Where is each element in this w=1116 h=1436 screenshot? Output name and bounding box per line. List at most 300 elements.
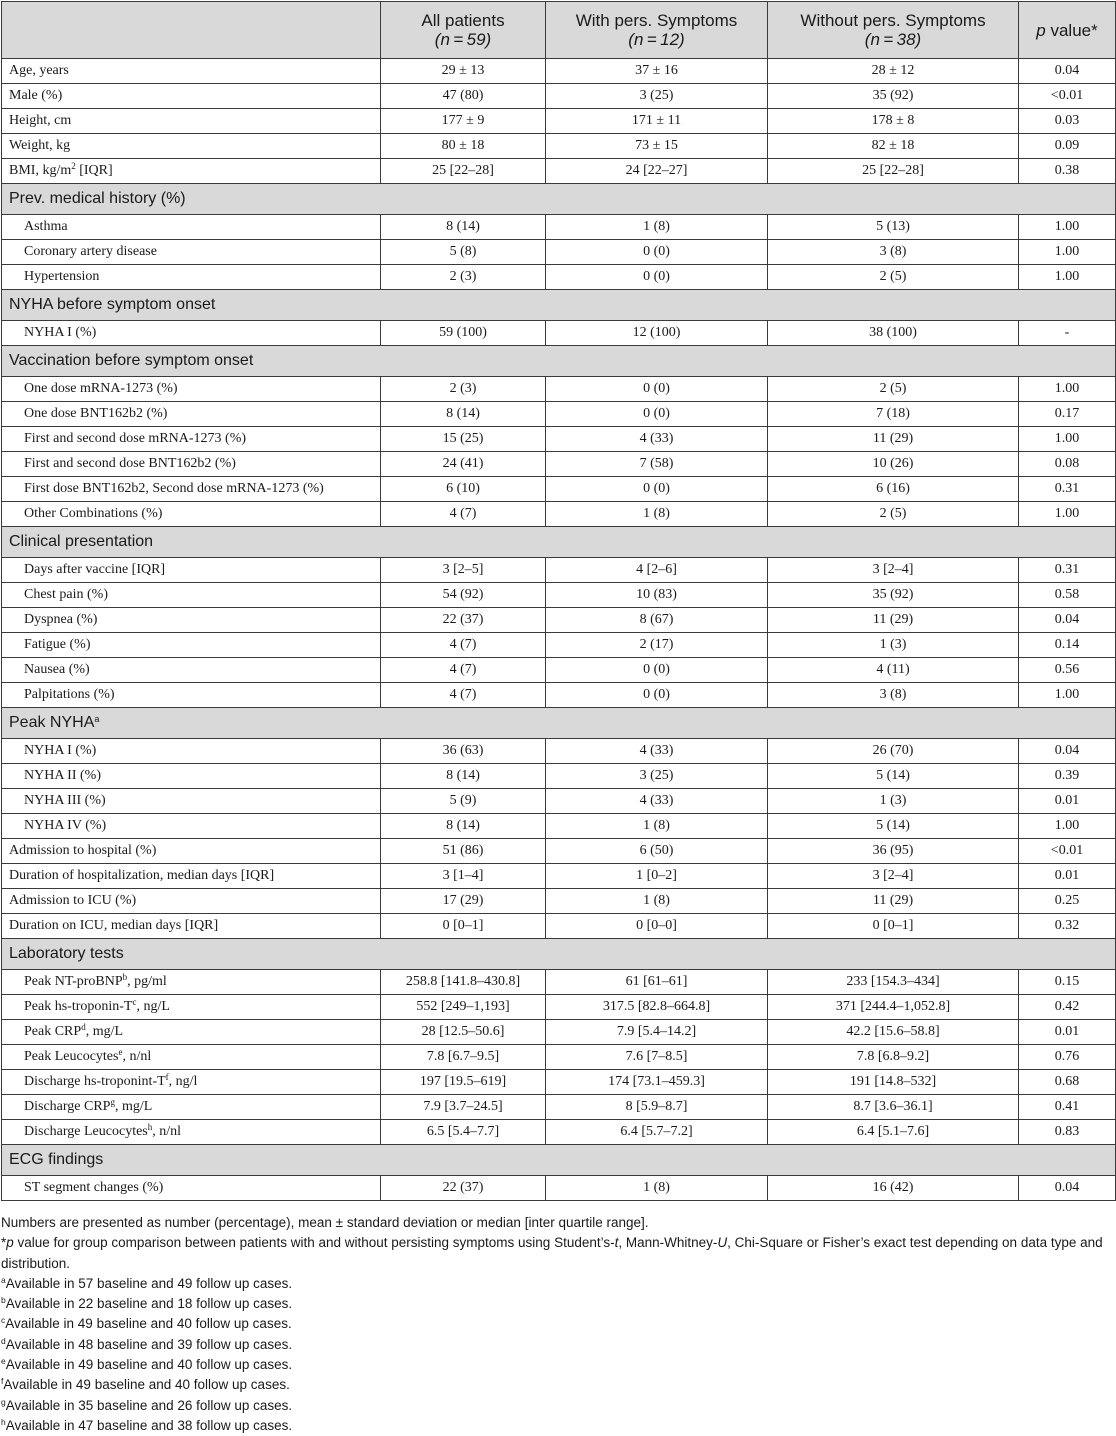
table-footnotes	[1, 1213, 1115, 1436]
row-label-text: Days after vaccine [IQR]	[24, 562, 166, 577]
row-label-unit: , n/nl	[122, 1049, 152, 1064]
cell-all-patients: 177 ± 9	[381, 109, 546, 134]
note-p-italic: p	[6, 1235, 14, 1251]
row-label-text: Weight, kg	[9, 138, 71, 153]
row-label	[2, 658, 381, 683]
cell-with-symptoms: 6.4 [5.7–7.2]	[546, 1120, 768, 1145]
row-label-unit: , ng/l	[168, 1074, 198, 1089]
note-t-italic: t	[614, 1235, 619, 1251]
cell-all-patients: 24 (41)	[381, 452, 546, 477]
footnote-text: Available in 57 baseline and 49 follow up cases.	[5, 1275, 293, 1291]
footnote-text: Available in 22 baseline and 18 follow up cases.	[5, 1296, 293, 1312]
footnote-list	[1, 1274, 1115, 1436]
cell-all-patients: 7.8 [6.7–9.5]	[381, 1045, 546, 1070]
table-row	[2, 814, 1116, 839]
cell-all-patients: 54 (92)	[381, 583, 546, 608]
footnote-item	[1, 1335, 1115, 1355]
row-label-text: NYHA IV (%)	[24, 818, 107, 833]
row-label-unit: , pg/ml	[127, 974, 167, 989]
table-row	[2, 427, 1116, 452]
cell-p-value: 0.17	[1019, 402, 1116, 427]
cell-without-symptoms: 35 (92)	[768, 583, 1019, 608]
row-label	[2, 683, 381, 708]
cell-all-patients: 3 [2–5]	[381, 558, 546, 583]
cell-with-symptoms: 61 [61–61]	[546, 970, 768, 995]
row-label-text: First dose BNT162b2, Second dose mRNA-1273 (%)	[24, 481, 324, 496]
cell-all-patients: 36 (63)	[381, 739, 546, 764]
cell-without-symptoms: 371 [244.4–1,052.8]	[768, 995, 1019, 1020]
cell-p-value: 0.58	[1019, 583, 1116, 608]
row-label	[2, 633, 381, 658]
table-row	[2, 1070, 1116, 1095]
row-label	[2, 739, 381, 764]
cell-with-symptoms: 1 (8)	[546, 1176, 768, 1201]
cell-without-symptoms: 26 (70)	[768, 739, 1019, 764]
cell-p-value: 1.00	[1019, 683, 1116, 708]
footnote-text: Available in 35 baseline and 26 follow up cases.	[5, 1397, 293, 1413]
table-header-row	[2, 2, 1116, 59]
table-row	[2, 109, 1116, 134]
row-label-text: Age, years	[9, 63, 69, 78]
footnote-mark: d	[1, 1335, 6, 1346]
cell-all-patients: 15 (25)	[381, 427, 546, 452]
cell-p-value: 0.41	[1019, 1095, 1116, 1120]
cell-all-patients: 22 (37)	[381, 1176, 546, 1201]
footnote-text: Available in 49 baseline and 40 follow up cases.	[5, 1316, 292, 1332]
cell-p-value: 0.15	[1019, 970, 1116, 995]
table-row	[2, 683, 1116, 708]
row-label-text: Peak CRP	[24, 1024, 82, 1039]
cell-with-symptoms: 1 [0–2]	[546, 864, 768, 889]
cell-all-patients: 8 (14)	[381, 814, 546, 839]
cell-all-patients: 4 (7)	[381, 633, 546, 658]
cell-without-symptoms: 5 (14)	[768, 814, 1019, 839]
cell-without-symptoms: 6.4 [5.1–7.6]	[768, 1120, 1019, 1145]
row-label-text: Discharge CRP	[24, 1099, 111, 1114]
row-label-text: Discharge hs-troponint-T	[24, 1074, 166, 1089]
cell-all-patients: 197 [19.5–619]	[381, 1070, 546, 1095]
cell-p-value: 0.14	[1019, 633, 1116, 658]
section-header-row	[2, 708, 1116, 739]
cell-p-value: 0.31	[1019, 477, 1116, 502]
cell-all-patients: 8 (14)	[381, 764, 546, 789]
cell-all-patients: 4 (7)	[381, 658, 546, 683]
cell-p-value: 1.00	[1019, 215, 1116, 240]
cell-with-symptoms: 0 (0)	[546, 240, 768, 265]
note-p-value	[1, 1233, 1115, 1274]
row-label	[2, 452, 381, 477]
row-label	[2, 558, 381, 583]
cell-with-symptoms: 4 (33)	[546, 789, 768, 814]
cell-without-symptoms: 5 (14)	[768, 764, 1019, 789]
row-label-unit: , mg/L	[85, 1024, 124, 1039]
cell-without-symptoms: 16 (42)	[768, 1176, 1019, 1201]
row-label-text: Duration of hospitalization, median days [IQR]	[9, 868, 275, 883]
row-label	[2, 215, 381, 240]
footnote-mark: h	[1, 1416, 6, 1427]
cell-p-value: 1.00	[1019, 240, 1116, 265]
cell-all-patients: 2 (3)	[381, 377, 546, 402]
row-label	[2, 864, 381, 889]
note-p-text3: , Chi-Square or Fisher’s exact test depending on data type and distribution.	[1, 1235, 1103, 1271]
cell-without-symptoms: 4 (11)	[768, 658, 1019, 683]
table-row	[2, 452, 1116, 477]
table-row	[2, 502, 1116, 527]
row-label	[2, 321, 381, 346]
cell-all-patients: 6 (10)	[381, 477, 546, 502]
note-u-italic: U	[717, 1235, 728, 1251]
row-label-text: One dose BNT162b2 (%)	[24, 406, 168, 421]
cell-p-value: 0.04	[1019, 59, 1116, 84]
footnote-mark: c	[1, 1315, 6, 1326]
cell-p-value: 0.42	[1019, 995, 1116, 1020]
section-title-text: Peak NYHA	[9, 714, 95, 731]
row-label	[2, 477, 381, 502]
row-label-text: Peak NT-proBNP	[24, 974, 123, 989]
cell-without-symptoms: 10 (26)	[768, 452, 1019, 477]
cell-with-symptoms: 4 (33)	[546, 739, 768, 764]
footnote-text: Available in 48 baseline and 39 follow up cases.	[5, 1336, 293, 1352]
cell-all-patients: 8 (14)	[381, 402, 546, 427]
row-label-text: First and second dose BNT162b2 (%)	[24, 456, 236, 471]
row-label-text: Peak Leucocytes	[24, 1049, 119, 1064]
cell-all-patients: 4 (7)	[381, 683, 546, 708]
note-numbers: Numbers are presented as number (percentage), mean ± standard deviation or median [inter quartile range].	[1, 1215, 649, 1230]
cell-without-symptoms: 8.7 [3.6–36.1]	[768, 1095, 1019, 1120]
cell-with-symptoms: 0 (0)	[546, 377, 768, 402]
cell-p-value: 0.04	[1019, 739, 1116, 764]
footnote-mark: e	[1, 1356, 6, 1367]
row-label	[2, 159, 381, 184]
row-label-text: Duration on ICU, median days [IQR]	[9, 918, 219, 933]
row-label	[2, 1045, 381, 1070]
cell-with-symptoms: 3 (25)	[546, 764, 768, 789]
footnote-item	[1, 1355, 1115, 1375]
header-p-italic: p	[1036, 20, 1046, 40]
row-label	[2, 583, 381, 608]
row-label-text: Fatigue (%)	[24, 637, 91, 652]
section-header-row	[2, 290, 1116, 321]
row-label	[2, 402, 381, 427]
table-row	[2, 134, 1116, 159]
row-label	[2, 814, 381, 839]
row-label-text: BMI, kg/m	[9, 163, 72, 178]
cell-p-value: <0.01	[1019, 84, 1116, 109]
header-with-symptoms-n: (n = 12)	[628, 30, 685, 49]
cell-without-symptoms: 11 (29)	[768, 608, 1019, 633]
cell-p-value: 0.31	[1019, 558, 1116, 583]
footnote-marker: g	[110, 1097, 115, 1107]
cell-p-value: 0.01	[1019, 864, 1116, 889]
row-label	[2, 839, 381, 864]
row-label-text: Dyspnea (%)	[24, 612, 98, 627]
header-p-rest: value*	[1045, 20, 1098, 40]
cell-without-symptoms: 35 (92)	[768, 84, 1019, 109]
cell-without-symptoms: 7.8 [6.8–9.2]	[768, 1045, 1019, 1070]
row-label-text: Other Combinations (%)	[24, 506, 163, 521]
cell-all-patients: 47 (80)	[381, 84, 546, 109]
cell-with-symptoms: 0 (0)	[546, 683, 768, 708]
table-row	[2, 1095, 1116, 1120]
cell-with-symptoms: 1 (8)	[546, 889, 768, 914]
row-label-text: Admission to ICU (%)	[9, 893, 137, 908]
table-row	[2, 739, 1116, 764]
cell-p-value: 0.83	[1019, 1120, 1116, 1145]
footnote-mark: a	[1, 1274, 6, 1285]
cell-all-patients: 8 (14)	[381, 215, 546, 240]
table-row	[2, 59, 1116, 84]
table-row	[2, 608, 1116, 633]
cell-with-symptoms: 317.5 [82.8–664.8]	[546, 995, 768, 1020]
cell-with-symptoms: 0 (0)	[546, 658, 768, 683]
cell-p-value: 0.01	[1019, 789, 1116, 814]
row-label	[2, 1120, 381, 1145]
cell-with-symptoms: 1 (8)	[546, 814, 768, 839]
row-label-unit: , n/nl	[152, 1124, 182, 1139]
footnote-text: Available in 49 baseline and 40 follow up cases.	[3, 1377, 290, 1393]
section-header-row	[2, 1145, 1116, 1176]
row-label	[2, 914, 381, 939]
cell-all-patients: 29 ± 13	[381, 59, 546, 84]
cell-without-symptoms: 3 (8)	[768, 240, 1019, 265]
cell-p-value: 0.39	[1019, 764, 1116, 789]
row-label-text: Hypertension	[24, 269, 100, 284]
footnote-item	[1, 1294, 1115, 1314]
table-row	[2, 1020, 1116, 1045]
footnote-item	[1, 1416, 1115, 1436]
cell-all-patients: 5 (9)	[381, 789, 546, 814]
table-row	[2, 159, 1116, 184]
row-label-unit: [IQR]	[75, 163, 113, 178]
footnote-marker: a	[94, 714, 100, 724]
cell-without-symptoms: 7 (18)	[768, 402, 1019, 427]
row-label	[2, 1020, 381, 1045]
footnote-item	[1, 1396, 1115, 1416]
cell-all-patients: 552 [249–1,193]	[381, 995, 546, 1020]
cell-without-symptoms: 25 [22–28]	[768, 159, 1019, 184]
row-label	[2, 764, 381, 789]
row-label	[2, 789, 381, 814]
cell-p-value: 0.09	[1019, 134, 1116, 159]
header-without-symptoms	[768, 2, 1019, 59]
section-header-row	[2, 939, 1116, 970]
table-row	[2, 633, 1116, 658]
cell-with-symptoms: 8 [5.9–8.7]	[546, 1095, 768, 1120]
cell-without-symptoms: 3 (8)	[768, 683, 1019, 708]
row-label	[2, 1095, 381, 1120]
cell-without-symptoms: 191 [14.8–532]	[768, 1070, 1019, 1095]
cell-p-value: <0.01	[1019, 839, 1116, 864]
cell-without-symptoms: 3 [2–4]	[768, 558, 1019, 583]
section-title	[2, 346, 1116, 377]
row-label	[2, 265, 381, 290]
cell-with-symptoms: 7.6 [7–8.5]	[546, 1045, 768, 1070]
row-label-text: Nausea (%)	[24, 662, 90, 677]
table-row	[2, 1176, 1116, 1201]
section-title-text: NYHA before symptom onset	[9, 296, 216, 313]
table-row	[2, 583, 1116, 608]
row-label	[2, 1176, 381, 1201]
row-label-text: NYHA III (%)	[24, 793, 106, 808]
section-title-text: Vaccination before symptom onset	[9, 352, 254, 369]
row-label	[2, 134, 381, 159]
table-row	[2, 265, 1116, 290]
cell-p-value: 0.25	[1019, 889, 1116, 914]
header-with-symptoms-title: With pers. Symptoms	[575, 11, 738, 30]
footnote-text: Available in 47 baseline and 38 follow up cases.	[5, 1417, 293, 1433]
footnote-text: Available in 49 baseline and 40 follow up cases.	[5, 1357, 293, 1373]
section-title	[2, 527, 1116, 558]
row-label-unit: , ng/L	[136, 999, 170, 1014]
cell-with-symptoms: 24 [22–27]	[546, 159, 768, 184]
cell-all-patients: 0 [0–1]	[381, 914, 546, 939]
table-row	[2, 377, 1116, 402]
cell-without-symptoms: 28 ± 12	[768, 59, 1019, 84]
row-label-text: One dose mRNA-1273 (%)	[24, 381, 178, 396]
table-row	[2, 215, 1116, 240]
table-row	[2, 402, 1116, 427]
table-row	[2, 889, 1116, 914]
cell-with-symptoms: 0 [0–0]	[546, 914, 768, 939]
table-row	[2, 1045, 1116, 1070]
table-row	[2, 1120, 1116, 1145]
row-label-unit: , mg/L	[114, 1099, 153, 1114]
row-label-text: Asthma	[24, 219, 68, 234]
cell-with-symptoms: 7.9 [5.4–14.2]	[546, 1020, 768, 1045]
row-label	[2, 970, 381, 995]
cell-with-symptoms: 8 (67)	[546, 608, 768, 633]
cell-with-symptoms: 2 (17)	[546, 633, 768, 658]
table-row	[2, 477, 1116, 502]
row-label-text: Male (%)	[9, 88, 63, 103]
cell-all-patients: 4 (7)	[381, 502, 546, 527]
cell-without-symptoms: 42.2 [15.6–58.8]	[768, 1020, 1019, 1045]
header-without-symptoms-title: Without pers. Symptoms	[800, 11, 986, 30]
footnote-mark: f	[1, 1376, 4, 1387]
row-label	[2, 84, 381, 109]
row-label	[2, 59, 381, 84]
row-label-text: Peak hs-troponin-T	[24, 999, 133, 1014]
cell-with-symptoms: 37 ± 16	[546, 59, 768, 84]
section-title-text: Laboratory tests	[9, 945, 124, 962]
row-label-text: ST segment changes (%)	[24, 1180, 164, 1195]
footnote-item	[1, 1314, 1115, 1334]
cell-with-symptoms: 4 [2–6]	[546, 558, 768, 583]
cell-without-symptoms: 3 [2–4]	[768, 864, 1019, 889]
cell-all-patients: 25 [22–28]	[381, 159, 546, 184]
cell-with-symptoms: 12 (100)	[546, 321, 768, 346]
cell-all-patients: 6.5 [5.4–7.7]	[381, 1120, 546, 1145]
table-row	[2, 914, 1116, 939]
cell-with-symptoms: 174 [73.1–459.3]	[546, 1070, 768, 1095]
section-title-text: ECG findings	[9, 1151, 104, 1168]
footnote-item	[1, 1375, 1115, 1395]
cell-all-patients: 59 (100)	[381, 321, 546, 346]
footnote-marker: 2	[71, 161, 76, 171]
cell-p-value: 0.32	[1019, 914, 1116, 939]
cell-without-symptoms: 178 ± 8	[768, 109, 1019, 134]
row-label	[2, 889, 381, 914]
patient-characteristics-table	[1, 1, 1116, 1201]
cell-all-patients: 17 (29)	[381, 889, 546, 914]
cell-with-symptoms: 4 (33)	[546, 427, 768, 452]
cell-all-patients: 22 (37)	[381, 608, 546, 633]
row-label-text: NYHA I (%)	[24, 743, 97, 758]
row-label-text: Coronary artery disease	[24, 244, 157, 259]
row-label-text: Discharge Leucocytes	[24, 1124, 148, 1139]
header-all-patients	[381, 2, 546, 59]
cell-p-value: 1.00	[1019, 377, 1116, 402]
cell-without-symptoms: 1 (3)	[768, 789, 1019, 814]
cell-p-value: 1.00	[1019, 502, 1116, 527]
footnote-mark: b	[1, 1295, 6, 1306]
cell-without-symptoms: 36 (95)	[768, 839, 1019, 864]
section-header-row	[2, 184, 1116, 215]
header-with-symptoms	[546, 2, 768, 59]
cell-with-symptoms: 1 (8)	[546, 502, 768, 527]
cell-without-symptoms: 2 (5)	[768, 265, 1019, 290]
table-row	[2, 558, 1116, 583]
row-label	[2, 377, 381, 402]
row-label-text: Height, cm	[9, 113, 72, 128]
cell-p-value: 0.01	[1019, 1020, 1116, 1045]
row-label-text: Chest pain (%)	[24, 587, 108, 602]
row-label	[2, 1070, 381, 1095]
section-title	[2, 939, 1116, 970]
section-title	[2, 184, 1116, 215]
row-label	[2, 240, 381, 265]
cell-with-symptoms: 0 (0)	[546, 477, 768, 502]
cell-all-patients: 28 [12.5–50.6]	[381, 1020, 546, 1045]
cell-all-patients: 5 (8)	[381, 240, 546, 265]
table-row	[2, 321, 1116, 346]
cell-without-symptoms: 11 (29)	[768, 427, 1019, 452]
section-title	[2, 708, 1116, 739]
row-label	[2, 502, 381, 527]
cell-all-patients: 258.8 [141.8–430.8]	[381, 970, 546, 995]
cell-p-value: 0.03	[1019, 109, 1116, 134]
row-label	[2, 109, 381, 134]
cell-without-symptoms: 0 [0–1]	[768, 914, 1019, 939]
header-p-value	[1019, 2, 1116, 59]
table-row	[2, 240, 1116, 265]
cell-p-value: -	[1019, 321, 1116, 346]
cell-p-value: 1.00	[1019, 265, 1116, 290]
cell-all-patients: 2 (3)	[381, 265, 546, 290]
row-label-text: NYHA I (%)	[24, 325, 97, 340]
header-without-symptoms-n: (n = 38)	[864, 30, 922, 49]
cell-without-symptoms: 1 (3)	[768, 633, 1019, 658]
footnote-marker: h	[147, 1122, 153, 1132]
cell-p-value: 1.00	[1019, 427, 1116, 452]
row-label-text: Palpitations (%)	[24, 687, 115, 702]
section-header-row	[2, 527, 1116, 558]
cell-with-symptoms: 0 (0)	[546, 265, 768, 290]
table-row	[2, 995, 1116, 1020]
row-label-text: Admission to hospital (%)	[9, 843, 157, 858]
header-all-patients-n: (n = 59)	[434, 30, 492, 49]
row-label-text: First and second dose mRNA-1273 (%)	[24, 431, 247, 446]
table-row	[2, 789, 1116, 814]
cell-with-symptoms: 10 (83)	[546, 583, 768, 608]
table-row	[2, 658, 1116, 683]
cell-without-symptoms: 233 [154.3–434]	[768, 970, 1019, 995]
header-label-column	[2, 2, 381, 59]
section-header-row	[2, 346, 1116, 377]
cell-all-patients: 51 (86)	[381, 839, 546, 864]
row-label	[2, 995, 381, 1020]
cell-without-symptoms: 6 (16)	[768, 477, 1019, 502]
